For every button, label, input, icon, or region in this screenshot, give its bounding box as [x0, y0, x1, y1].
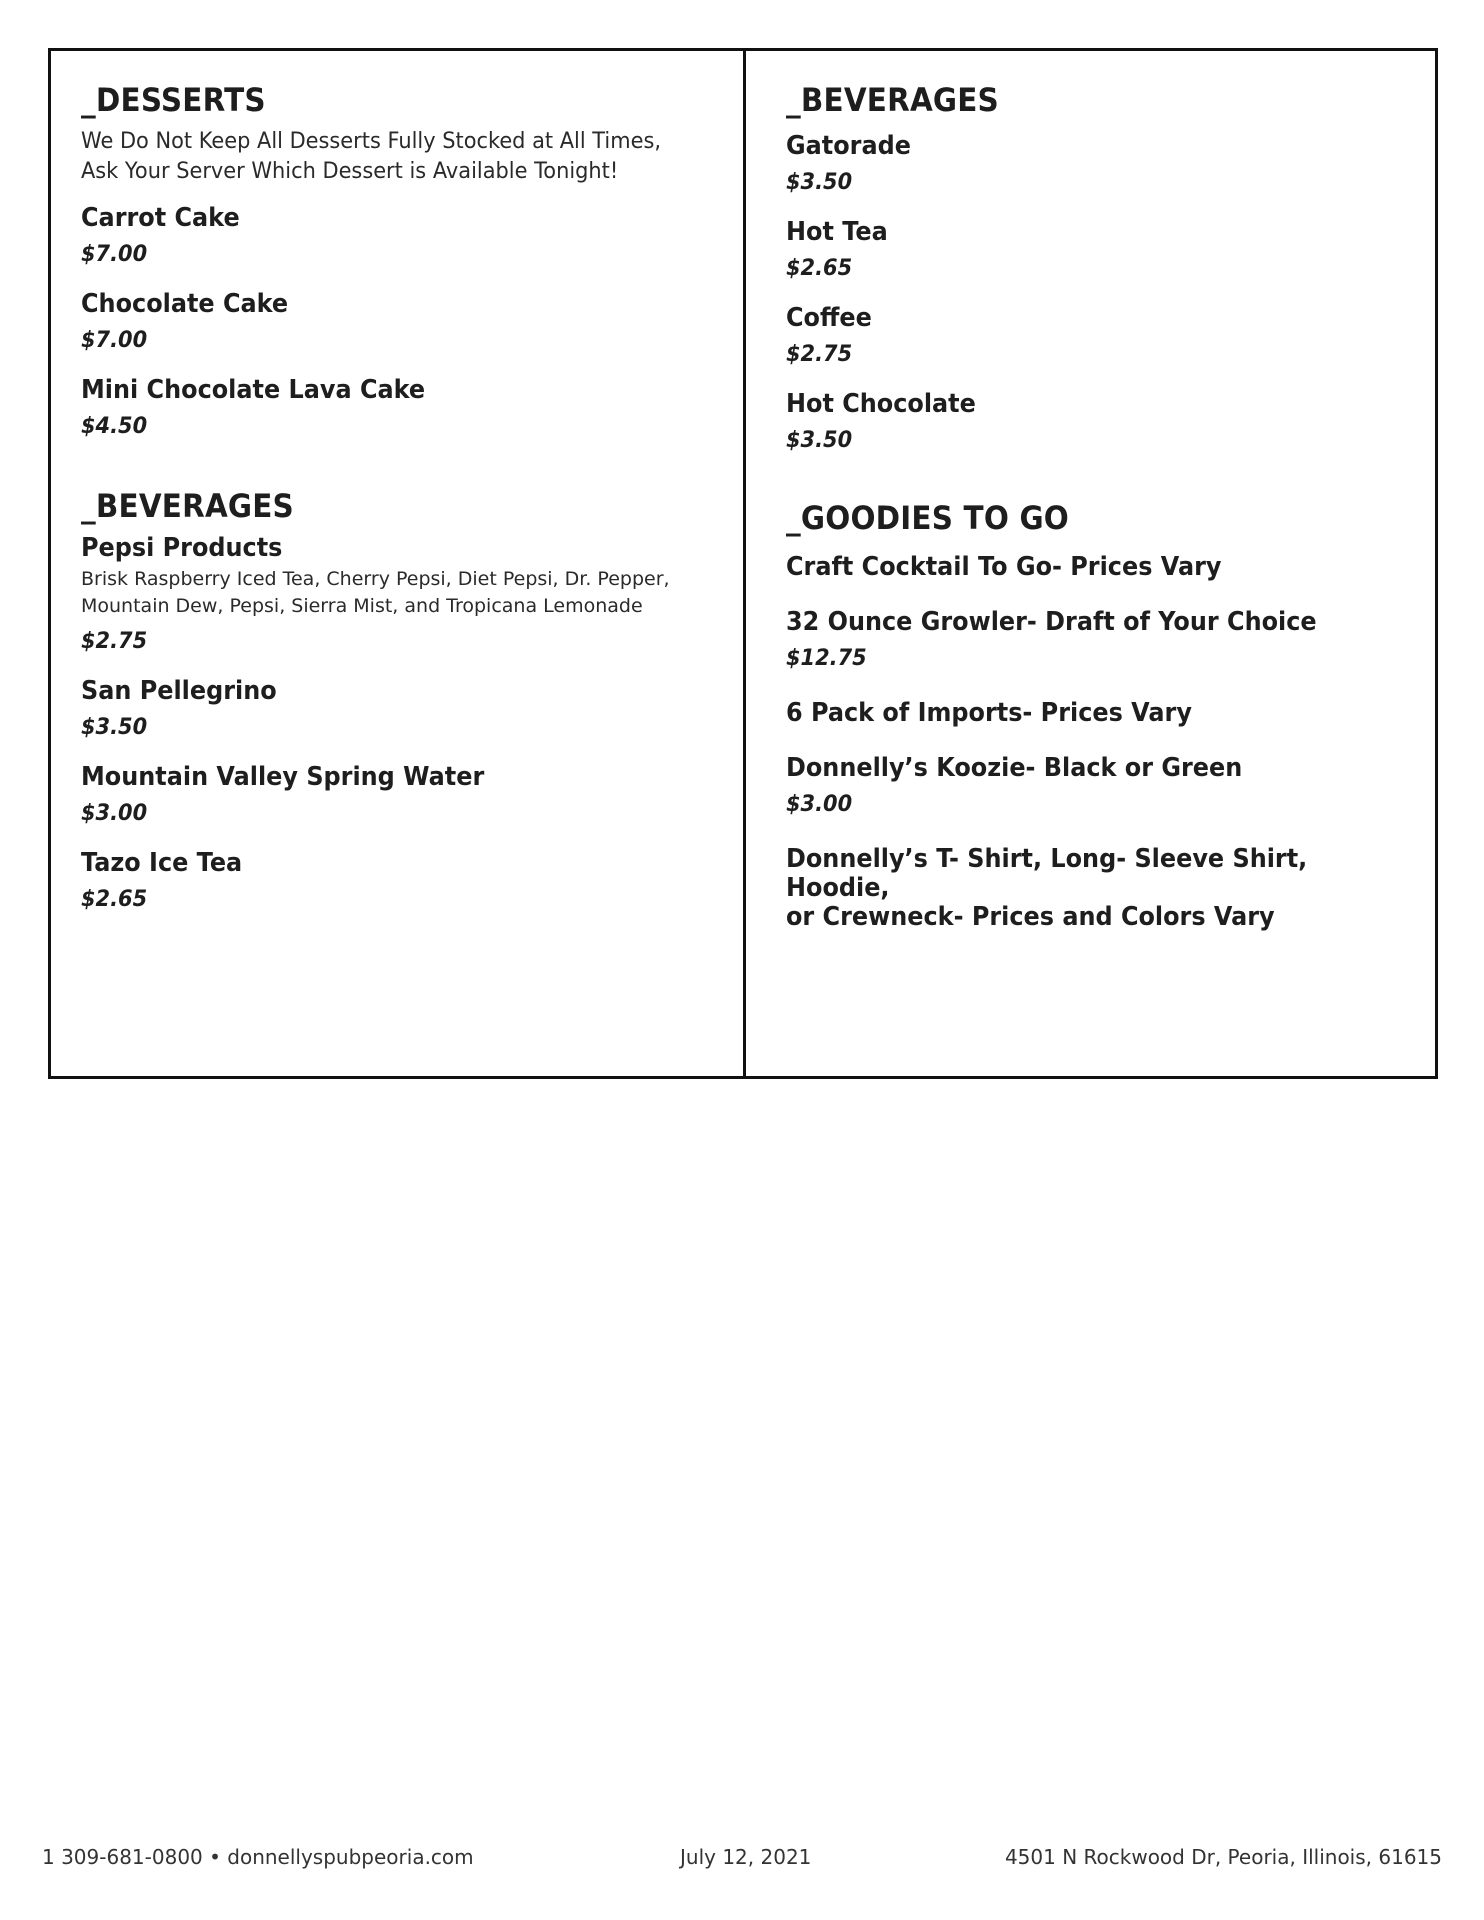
menu-item: [786, 553, 1407, 582]
item-description: Brisk Raspberry Iced Tea, Cherry Pepsi, Diet Pepsi, Dr. Pepper, Mountain Dew, Pepsi, Sierra Mist, and Tropicana Lemonade: [81, 568, 670, 617]
item-price: $3.50: [81, 715, 148, 740]
section-title: _BEVERAGES: [786, 81, 999, 119]
menu-item: [81, 848, 715, 914]
item-name: Craft Cocktail To Go- Prices Vary: [786, 552, 1222, 582]
item-name: or Crewneck- Prices and Colors Vary: [786, 902, 1275, 932]
item-name: Pepsi Products: [81, 533, 283, 563]
menu-item: [81, 203, 715, 269]
beverages-section-left: [81, 487, 715, 914]
right-column: [746, 51, 1435, 1076]
item-name: Gatorade: [786, 131, 911, 161]
footer-date: July 12, 2021: [680, 1845, 812, 1869]
item-name: Carrot Cake: [81, 203, 240, 233]
menu-box: [48, 48, 1438, 1079]
item-name: 6 Pack of Imports- Prices Vary: [786, 698, 1192, 728]
item-price: $4.50: [81, 414, 148, 439]
footer-address: 4501 N Rockwood Dr, Peoria, Illinois, 61615: [1004, 1845, 1442, 1869]
item-price: $2.75: [786, 342, 853, 367]
menu-item: [786, 131, 1407, 197]
item-price: $7.00: [81, 242, 148, 267]
item-price: $12.75: [786, 646, 867, 671]
desserts-section: [81, 81, 715, 441]
item-name: Tazo Ice Tea: [81, 848, 243, 878]
menu-item: [786, 754, 1407, 819]
menu-item: [786, 303, 1407, 369]
goodies-section: [786, 499, 1407, 932]
item-price: $3.50: [786, 170, 853, 195]
item-name: Coffee: [786, 303, 872, 333]
item-name: Mountain Valley Spring Water: [81, 762, 485, 792]
menu-item: [81, 375, 715, 441]
menu-item: [81, 762, 715, 828]
menu-item: [786, 217, 1407, 283]
item-name: Donnelly’s Koozie- Black or Green: [786, 753, 1243, 783]
menu-item: [81, 533, 715, 656]
page-footer: [42, 1845, 1442, 1877]
section-title: _DESSERTS: [81, 81, 266, 119]
item-name: 32 Ounce Growler- Draft of Your Choice: [786, 607, 1317, 637]
beverages-section-right: [786, 81, 1407, 455]
section-title: _GOODIES TO GO: [786, 499, 1070, 537]
item-price: $2.65: [81, 887, 148, 912]
menu-item: [786, 845, 1407, 932]
desserts-note: [81, 127, 683, 187]
item-price: $3.50: [786, 428, 853, 453]
desserts-note-line: We Do Not Keep All Desserts Fully Stocked at All Times,: [81, 129, 661, 154]
item-name: Mini Chocolate Lava Cake: [81, 375, 426, 405]
menu-item: [786, 608, 1407, 673]
item-price: $2.75: [81, 629, 148, 654]
item-name: Chocolate Cake: [81, 289, 289, 319]
desserts-note-line: Ask Your Server Which Dessert is Available Tonight!: [81, 159, 619, 184]
item-price: $3.00: [786, 792, 853, 817]
item-name: Hot Tea: [786, 217, 888, 247]
menu-item: [786, 389, 1407, 455]
item-name: San Pellegrino: [81, 676, 277, 706]
menu-item: [81, 289, 715, 355]
item-price: $2.65: [786, 256, 853, 281]
item-price: $3.00: [81, 801, 148, 826]
item-price: $7.00: [81, 328, 148, 353]
left-column: [51, 51, 746, 1076]
item-name: Hot Chocolate: [786, 389, 976, 419]
item-name: Donnelly’s T- Shirt, Long- Sleeve Shirt, Hoodie,: [786, 844, 1308, 903]
footer-contact: 1 309-681-0800 • donnellyspubpeoria.com: [42, 1845, 474, 1869]
menu-item: [81, 676, 715, 742]
section-title: _BEVERAGES: [81, 487, 294, 525]
menu-item: [786, 699, 1407, 728]
